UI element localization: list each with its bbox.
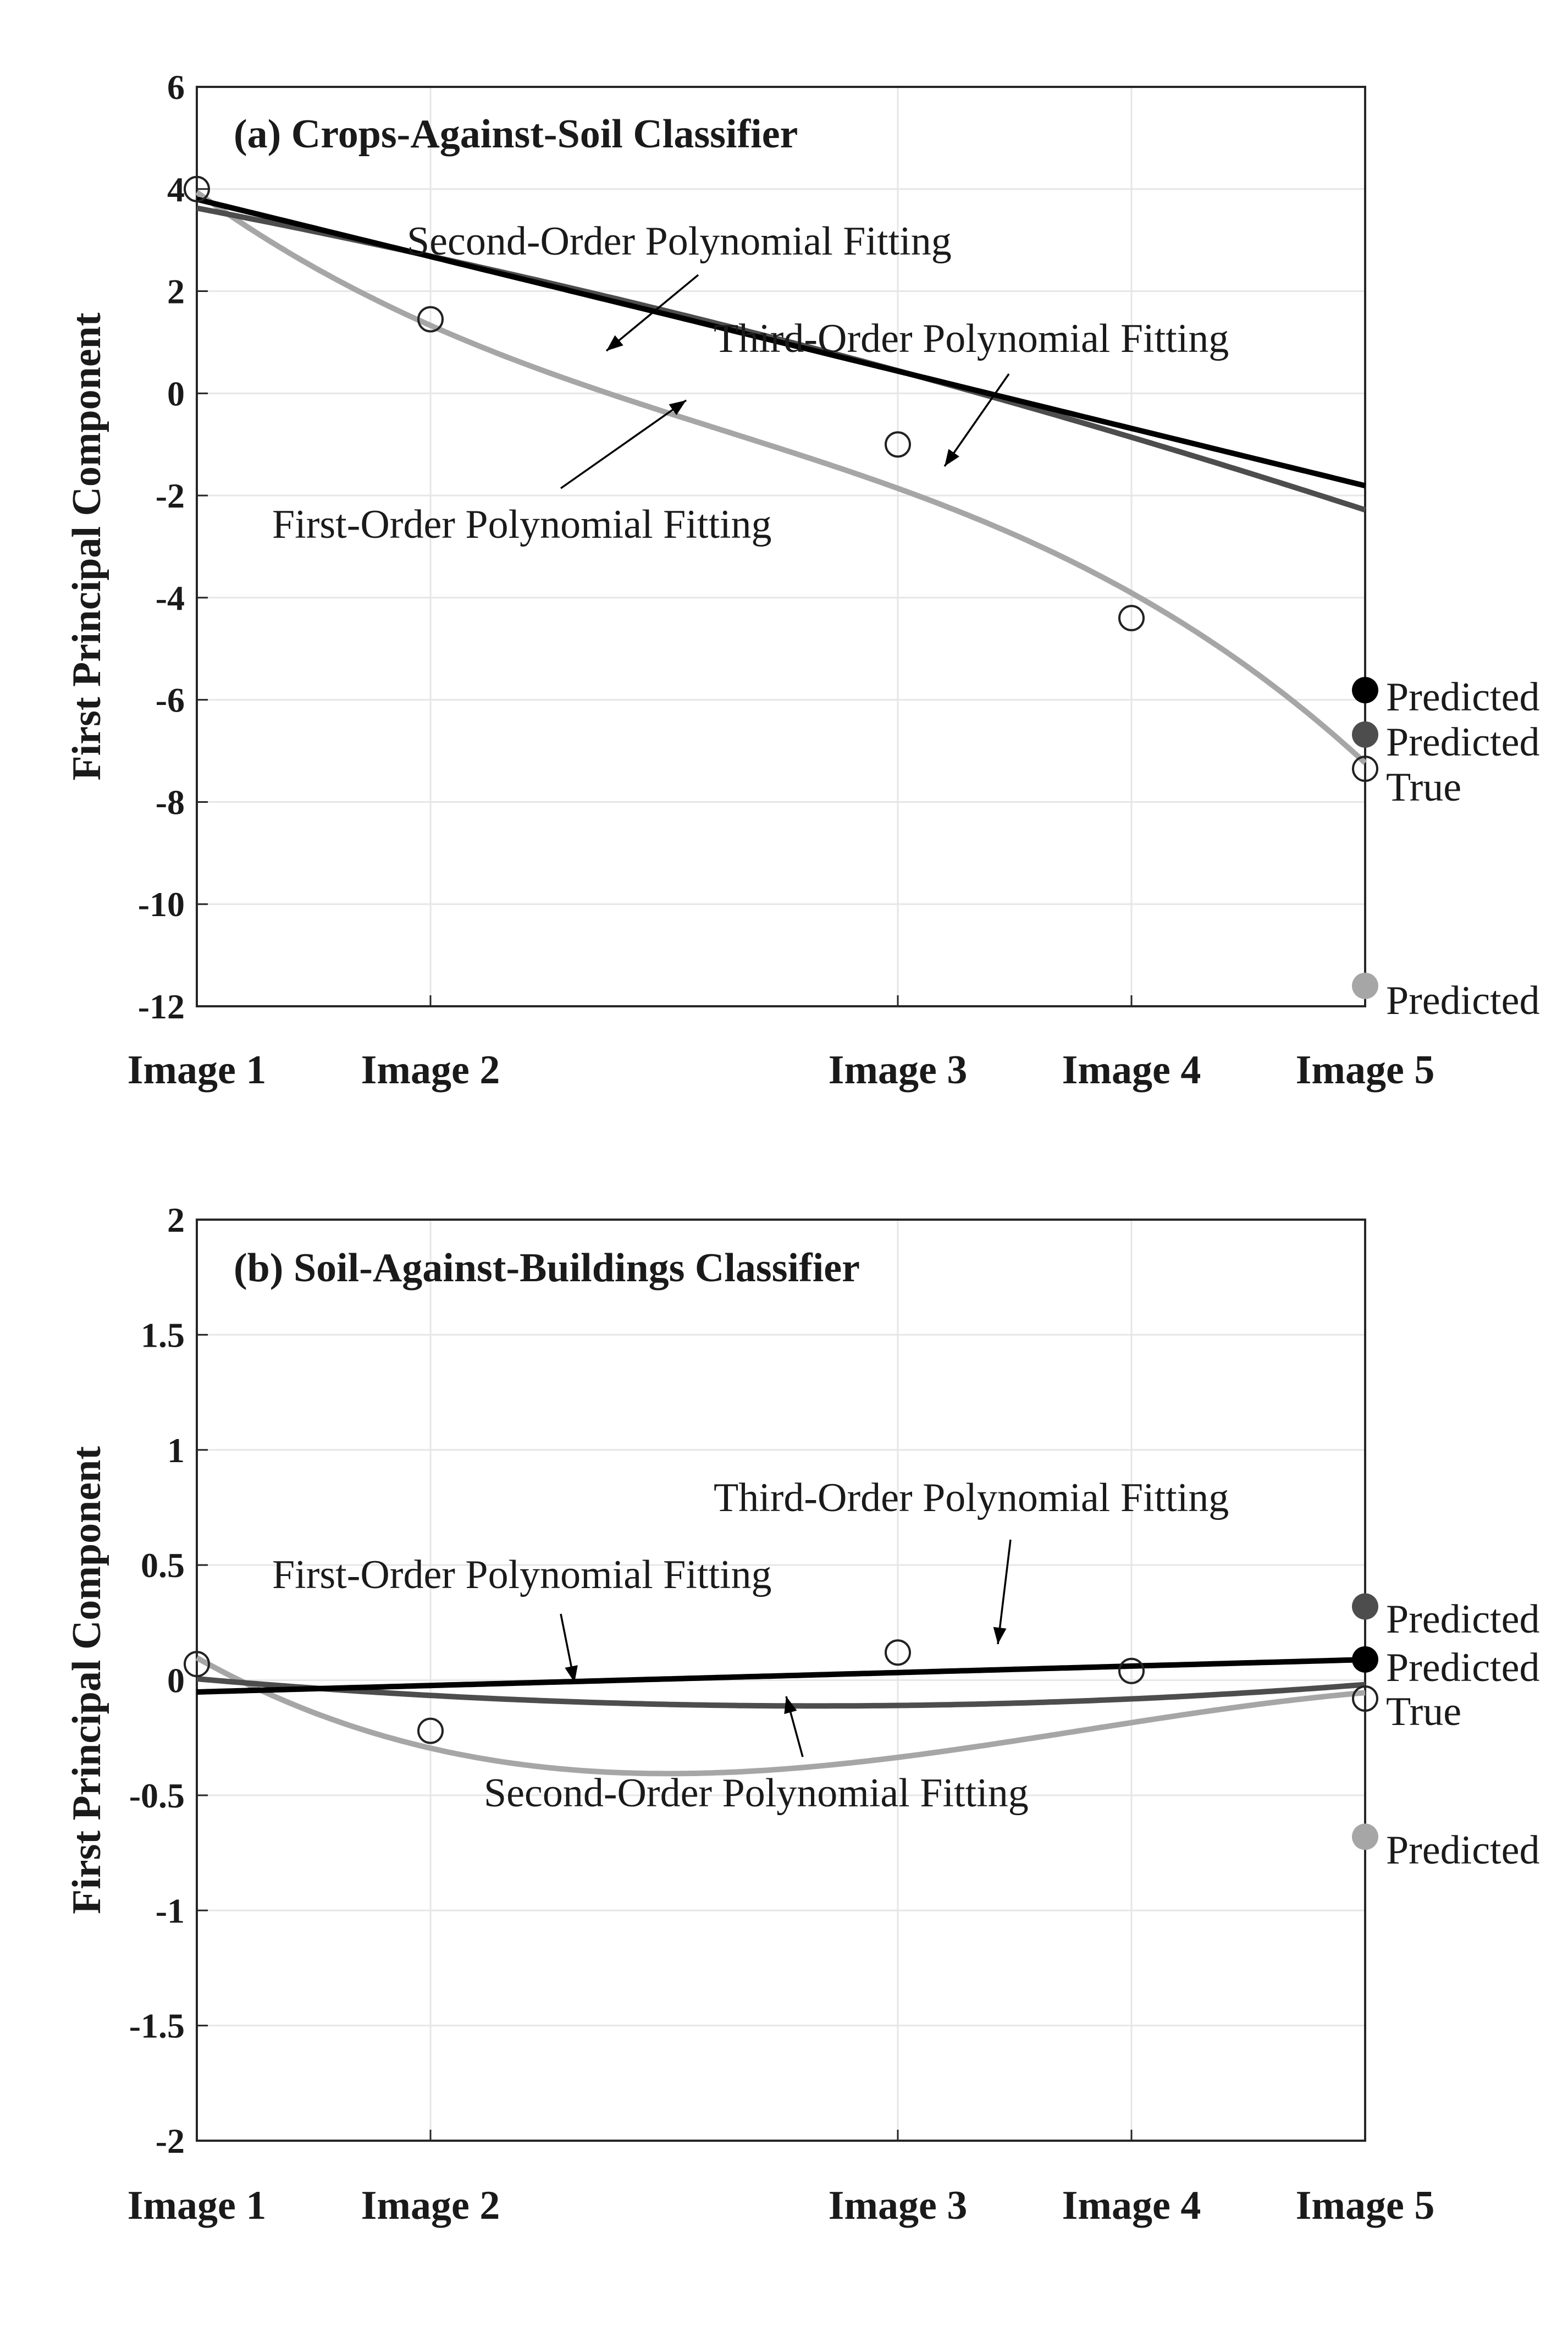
y-tick-label: 2 — [167, 1200, 185, 1239]
end-labels — [1386, 675, 1539, 1023]
x-tick-label: Image 3 — [828, 2183, 968, 2228]
x-tick-label: Image 5 — [1295, 1048, 1435, 1093]
y-tick-label: -2 — [155, 2121, 185, 2160]
chart-panel-b — [64, 1200, 1539, 2228]
series-line-third-order — [197, 192, 1365, 763]
y-tick-label: 2 — [167, 272, 185, 311]
end-label-true: True — [1386, 1689, 1462, 1734]
y-axis-label: First Principal Component — [64, 1446, 109, 1914]
y-tick-label: 6 — [167, 68, 185, 107]
series-line-second-order — [197, 1679, 1365, 1706]
y-tick-label: 0 — [167, 374, 185, 414]
x-tick-label: Image 4 — [1062, 2183, 1201, 2228]
x-tick-label: Image 3 — [828, 1048, 968, 1093]
end-labels — [1386, 1597, 1539, 1873]
end-label-second: Predicted — [1386, 1597, 1540, 1642]
annotation-arrow-head — [606, 335, 623, 351]
y-tick-labels — [138, 68, 185, 1026]
end-label-third: Predicted — [1386, 1828, 1540, 1873]
x-tick-labels — [128, 2183, 1435, 2228]
x-tick-label: Image 1 — [127, 2183, 267, 2228]
end-label-second: Predicted — [1386, 720, 1540, 765]
x-tick-label: Image 1 — [127, 1048, 267, 1093]
y-tick-label: -0.5 — [129, 1776, 185, 1815]
annotations — [272, 1475, 1229, 1816]
y-tick-label: 0 — [167, 1661, 185, 1700]
x-tick-labels — [128, 1048, 1435, 1093]
y-tick-label: -8 — [155, 782, 185, 822]
y-tick-label: 0.5 — [141, 1546, 185, 1585]
y-tick-label: -4 — [155, 578, 185, 618]
predicted-point-second-order — [1352, 1594, 1378, 1620]
predicted-point-third-order — [1352, 1823, 1378, 1850]
x-tick-label: Image 5 — [1295, 2183, 1435, 2228]
predicted-point-first-order — [1352, 677, 1378, 703]
x-tick-label: Image 2 — [361, 2183, 500, 2228]
end-label-first: Predicted — [1386, 1645, 1540, 1690]
y-tick-label: -6 — [155, 680, 185, 720]
annotation-second-order: Second-Order Polynomial Fitting — [407, 219, 952, 264]
y-tick-label: 1.5 — [141, 1315, 185, 1355]
fit-curves — [197, 1658, 1365, 1774]
annotation-third-order: Third-Order Polynomial Fitting — [714, 316, 1229, 361]
y-tick-label: -2 — [155, 476, 185, 516]
annotation-arrow-head — [945, 449, 959, 466]
annotation-first-order: First-Order Polynomial Fitting — [272, 502, 772, 547]
grid-lines — [197, 1220, 1365, 2141]
annotations — [272, 219, 1229, 547]
y-tick-labels — [129, 1200, 185, 2160]
annotation-arrow-line — [561, 400, 686, 488]
fit-curves — [197, 192, 1365, 763]
y-tick-label: -12 — [137, 987, 185, 1026]
x-tick-label: Image 4 — [1062, 1048, 1201, 1093]
true-points — [185, 177, 1377, 781]
annotation-first-order: First-Order Polynomial Fitting — [272, 1552, 772, 1597]
y-axis-label: First Principal Component — [64, 312, 109, 781]
end-label-first: Predicted — [1386, 675, 1540, 720]
series-line-first-order — [197, 1660, 1365, 1692]
chart-title: (b) Soil-Against-Buildings Classifier — [234, 1245, 860, 1291]
end-label-true: True — [1386, 765, 1462, 810]
y-tick-label: 1 — [167, 1430, 185, 1470]
predicted-point-third-order — [1352, 973, 1378, 999]
chart-title: (a) Crops-Against-Soil Classifier — [234, 112, 798, 157]
annotation-third-order: Third-Order Polynomial Fitting — [714, 1475, 1229, 1520]
y-tick-label: -1.5 — [129, 2006, 185, 2046]
annotation-second-order: Second-Order Polynomial Fitting — [484, 1771, 1029, 1816]
annotation-arrow-head — [993, 1627, 1007, 1644]
chart-panel-a — [64, 68, 1539, 1093]
end-label-third: Predicted — [1386, 978, 1540, 1023]
predicted-point-first-order — [1352, 1646, 1378, 1673]
y-tick-label: -10 — [137, 885, 185, 924]
y-tick-label: -1 — [155, 1891, 185, 1931]
predicted-point-second-order — [1352, 721, 1378, 748]
x-tick-label: Image 2 — [361, 1048, 500, 1093]
y-tick-label: 4 — [167, 169, 185, 209]
